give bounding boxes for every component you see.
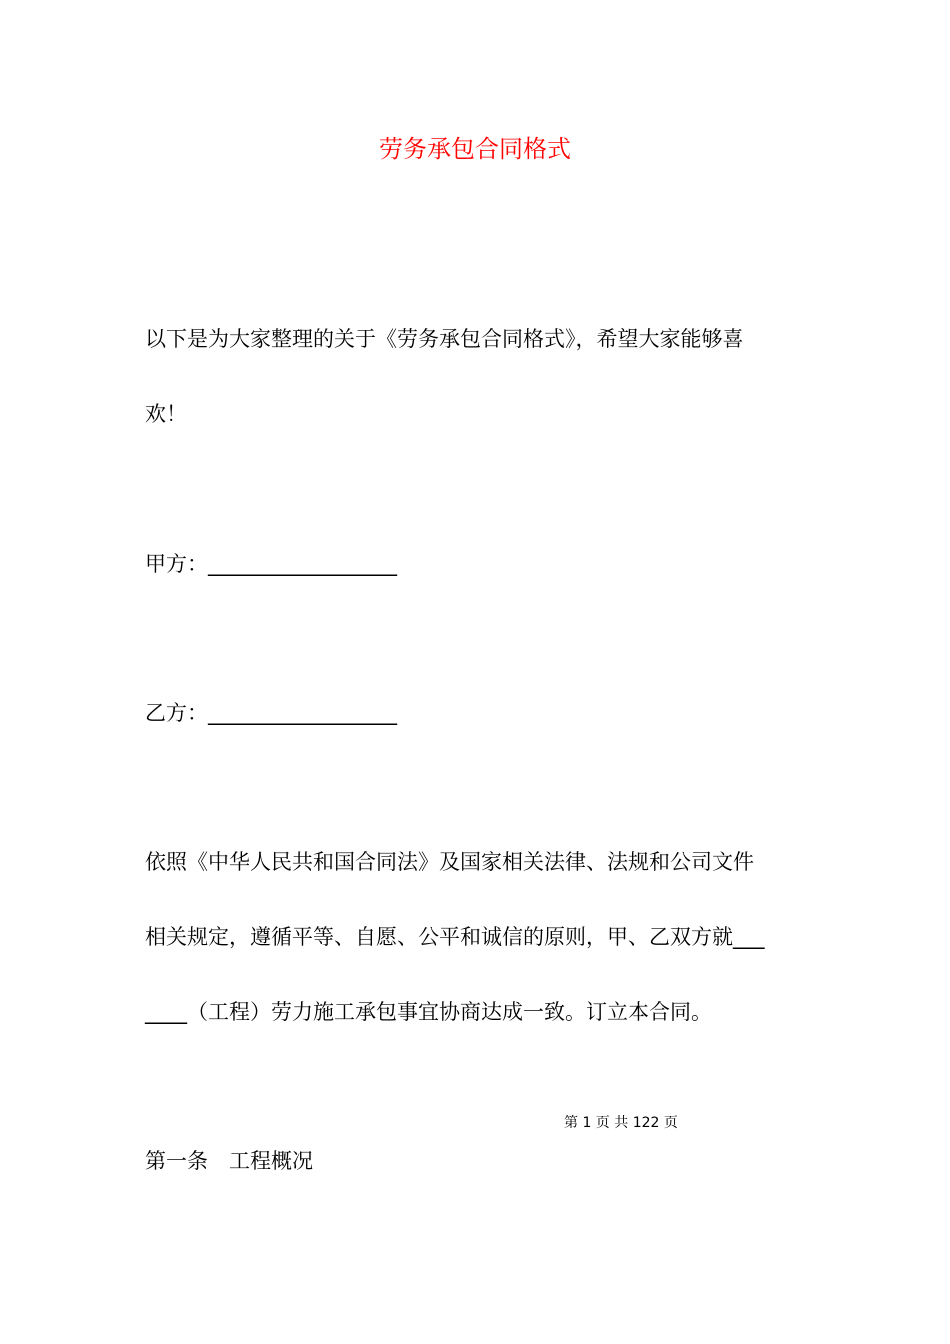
- intro-paragraph-line-1: 以下是为大家整理的关于《劳务承包合同格式》，希望大家能够喜: [145, 327, 744, 351]
- page-number: 第 1 页 共 122 页: [564, 1115, 678, 1131]
- body-paragraph-line-3: ____（工程）劳力施工承包事宜协商达成一致。订立本合同。: [145, 1000, 712, 1024]
- party-a-line: 甲方：__________________: [145, 552, 397, 576]
- document-title: 劳务承包合同格式: [379, 135, 571, 163]
- body-paragraph-line-1: 依照《中华人民共和国合同法》及国家相关法律、法规和公司文件: [145, 850, 754, 874]
- article-1-heading: 第一条 工程概况: [145, 1149, 313, 1173]
- body-paragraph-line-2: 相关规定，遵循平等、自愿、公平和诚信的原则，甲、乙双方就___: [145, 925, 765, 949]
- party-b-line: 乙方：__________________: [145, 701, 397, 725]
- intro-paragraph-line-2: 欢！: [145, 402, 187, 426]
